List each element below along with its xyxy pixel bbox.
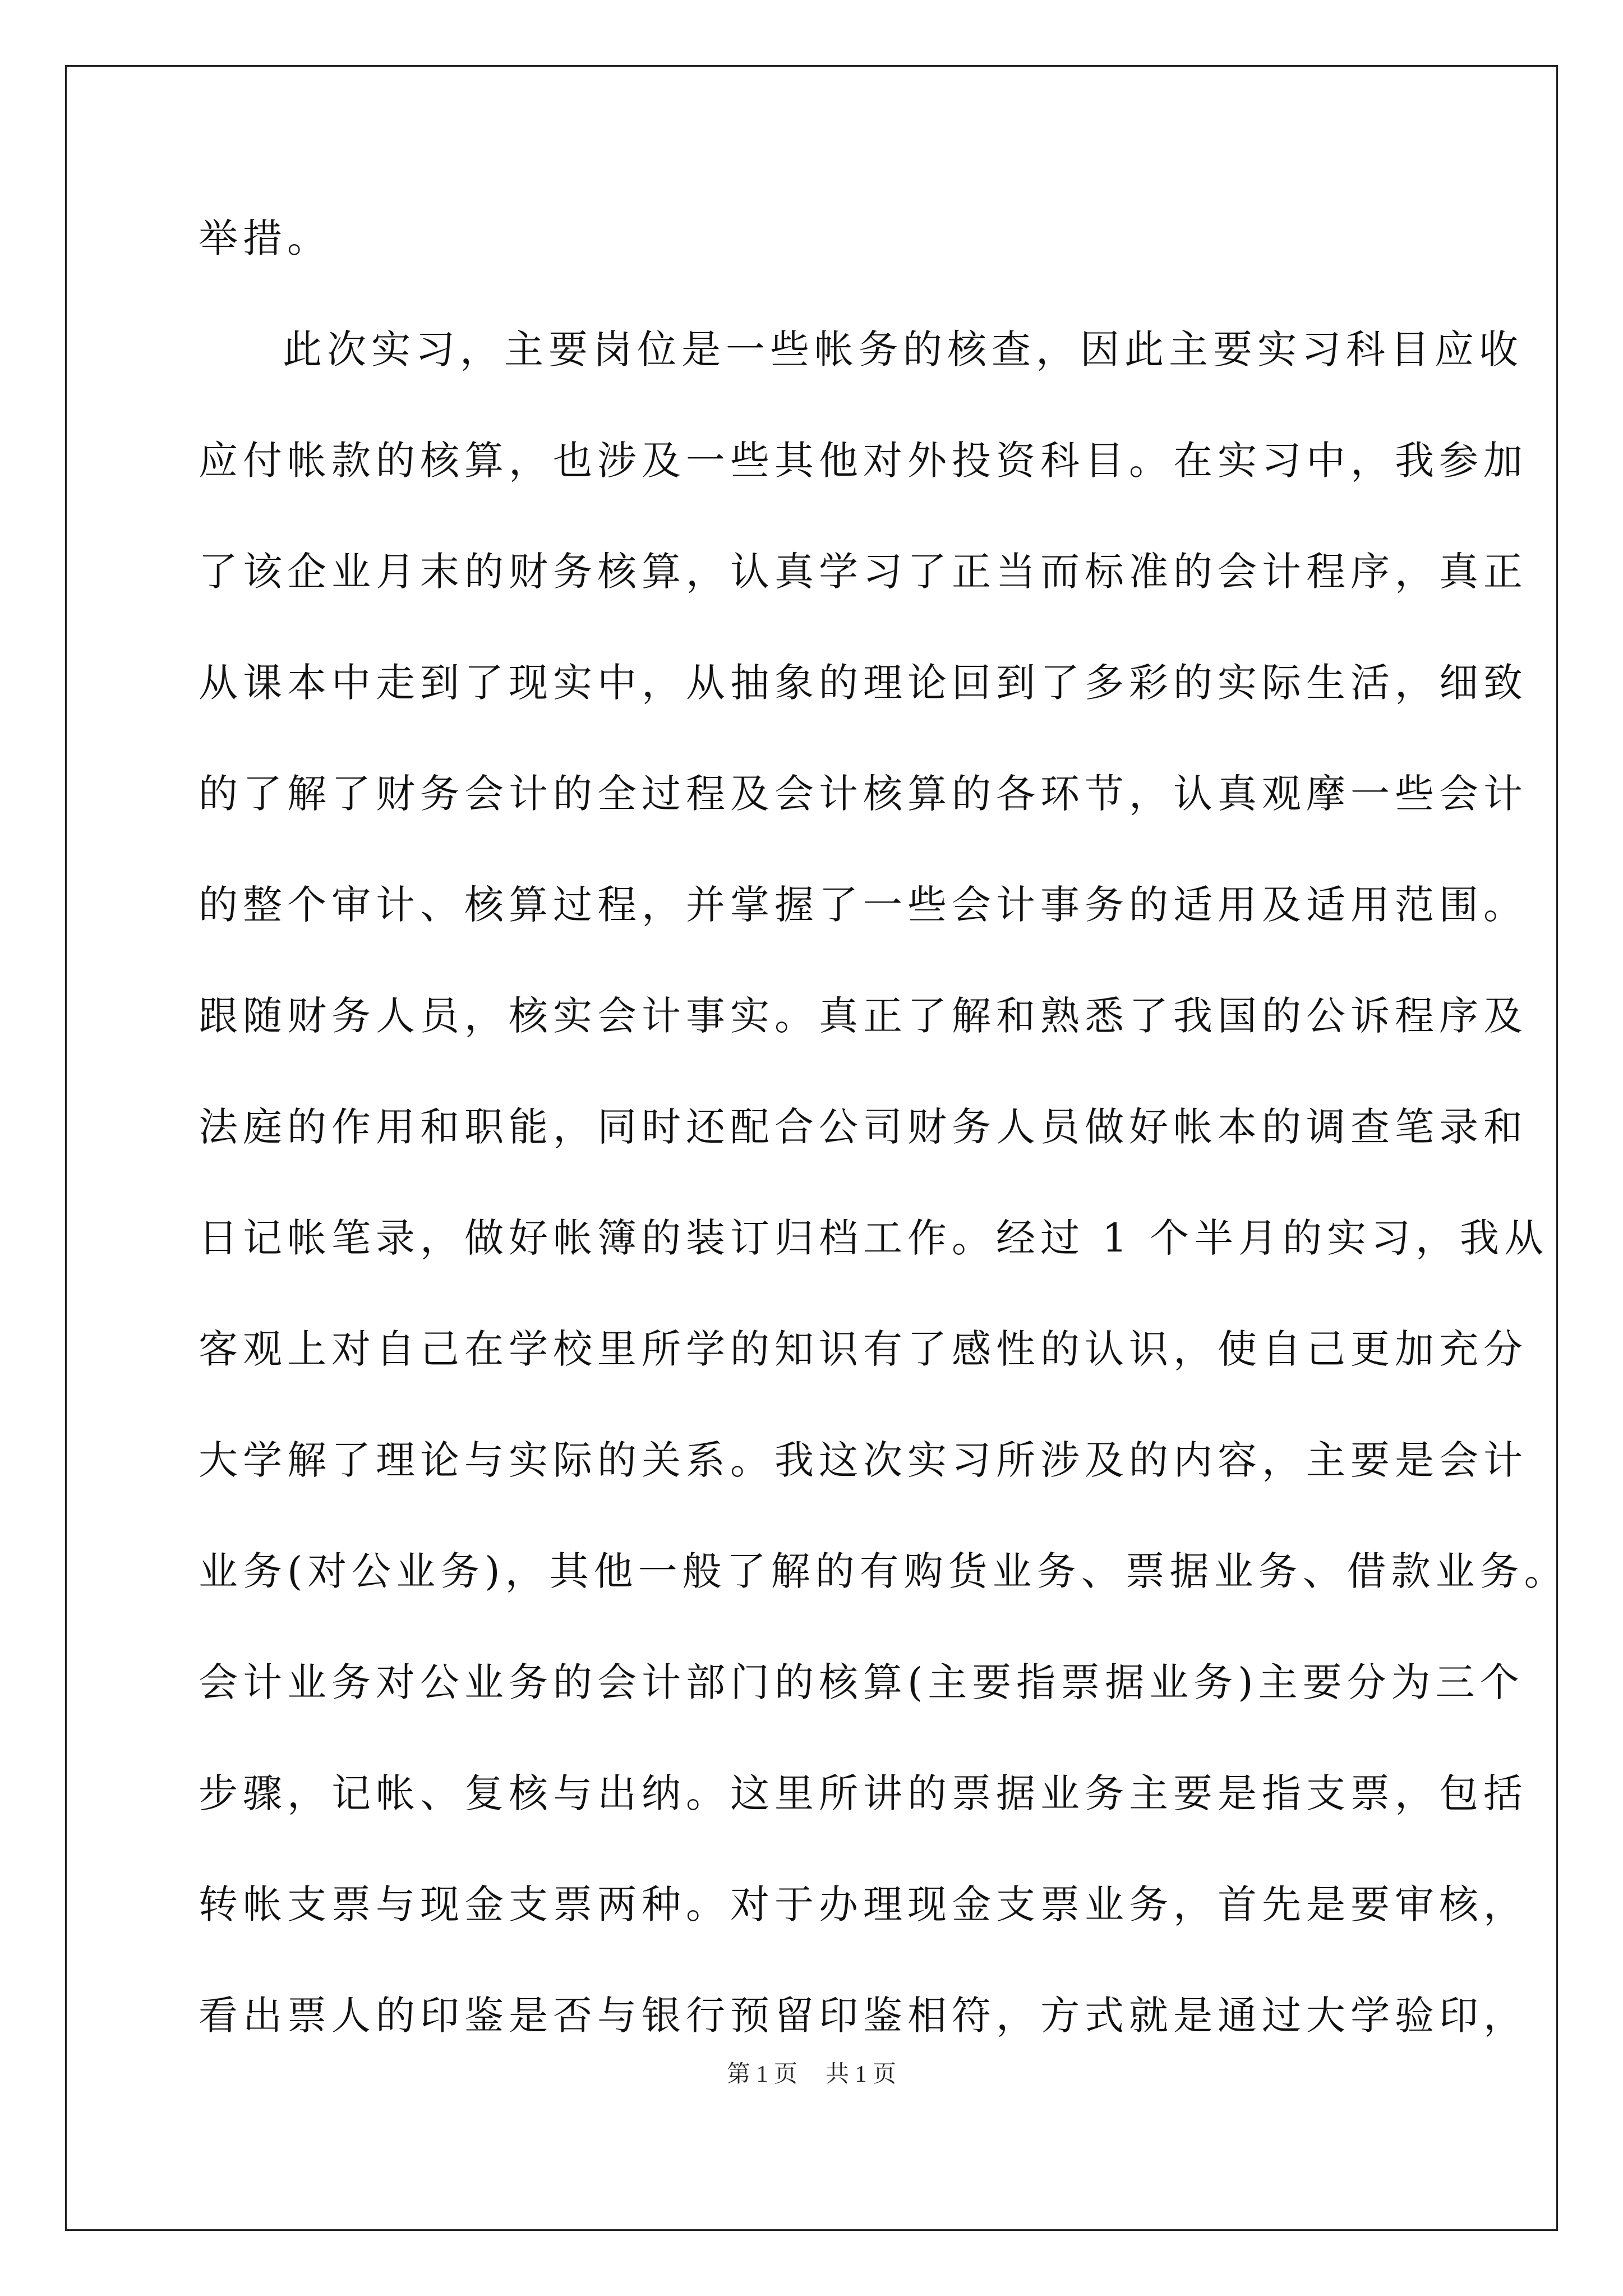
text-line: 大学解了理论与实际的关系。我这次实习所涉及的内容，主要是会计 (199, 1437, 1528, 1483)
text-line: 此次实习，主要岗位是一些帐务的核查，因此主要实习科目应收 (283, 326, 1523, 372)
text-line: 法庭的作用和职能，同时还配合公司财务人员做好帐本的调查笔录和 (199, 1104, 1528, 1150)
text-line: 举措。 (199, 215, 331, 261)
text-line: 了该企业月末的财务核算，认真学习了正当而标准的会计程序，真正 (199, 549, 1528, 595)
text-line: 日记帐笔录，做好帐簿的装订归档工作。经过 1 个半月的实习，我从 (199, 1215, 1549, 1261)
page-footer (0, 2058, 1623, 2091)
text-line: 从课本中走到了现实中，从抽象的理论回到了多彩的实际生活，细致 (199, 660, 1528, 706)
text-line: 会计业务对公业务的会计部门的核算(主要指票据业务)主要分为三个 (199, 1659, 1524, 1705)
page-total: 共 1 页 (826, 2062, 897, 2087)
text-line: 看出票人的印鉴是否与银行预留印鉴相符，方式就是通过大学验印， (199, 1993, 1528, 2039)
page-number: 第 1 页 (726, 2062, 797, 2087)
text-line: 的整个审计、核算过程，并掌握了一些会计事务的适用及适用范围。 (199, 882, 1528, 928)
text-line: 的了解了财务会计的全过程及会计核算的各环节，认真观摩一些会计 (199, 771, 1528, 817)
text-line: 步骤，记帐、复核与出纳。这里所讲的票据业务主要是指支票，包括 (199, 1770, 1528, 1816)
text-line: 业务(对公业务)，其他一般了解的有购货业务、票据业务、借款业务。 (199, 1548, 1569, 1594)
text-line: 客观上对自己在学校里所学的知识有了感性的认识，使自己更加充分 (199, 1326, 1528, 1372)
text-line: 转帐支票与现金支票两种。对于办理现金支票业务，首先是要审核， (199, 1881, 1528, 1927)
text-line: 应付帐款的核算，也涉及一些其他对外投资科目。在实习中，我参加 (199, 438, 1528, 484)
text-line: 跟随财务人员，核实会计事实。真正了解和熟悉了我国的公诉程序及 (199, 993, 1528, 1039)
